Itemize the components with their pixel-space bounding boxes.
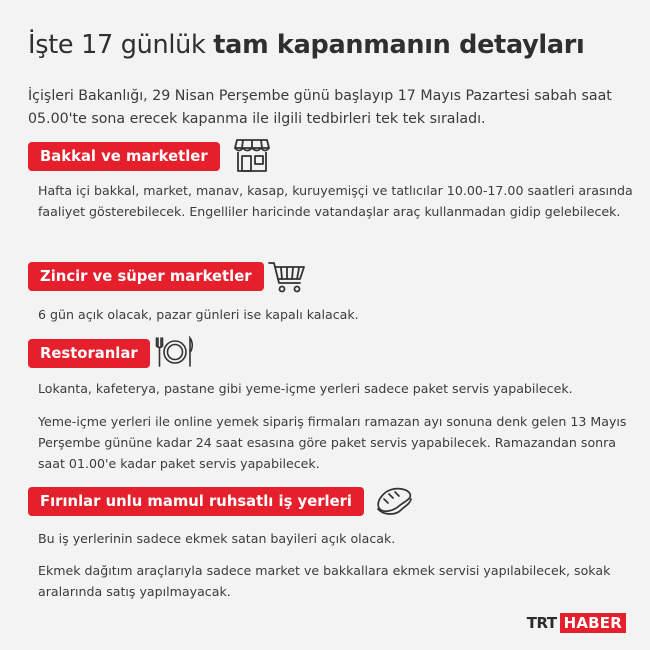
section-paragraph: Lokanta, kafeterya, pastane gibi yeme-içme yerleri sadece paket servis yapabilecek.: [38, 381, 573, 396]
title-light: İşte 17 günlük: [28, 30, 214, 60]
intro-text: İçişleri Bakanlığı, 29 Nisan Perşembe günü başlayıp 17 Mayıs Pazartesi sabah saat 05.00'te sona erecek kapanma ile ilgili tedbirleri tek tek sıraladı.: [28, 88, 612, 127]
section-paragraph: Yeme-içme yerleri ile online yemek sipariş firmaları ramazan ayı sonuna denk gelen 13 Mayıs Perşembe gününe kadar 24 saat esasına göre paket servis yapabilecek. Ramazandan sonra saat 01.00'e kadar paket servis yapabilecek.: [38, 414, 627, 471]
section-heading-zincir: Zincir ve süper marketler: [28, 262, 264, 291]
title-bold: tam kapanmanın detayları: [213, 30, 585, 60]
shopping-cart-icon: [268, 260, 306, 294]
logo-haber: HABER: [560, 613, 626, 633]
store-icon: [233, 138, 271, 174]
section-heading-restoranlar: Restoranlar: [28, 339, 150, 368]
logo-trt: TRT: [526, 614, 557, 632]
trt-haber-logo: [527, 613, 626, 633]
section-paragraph: 6 gün açık olacak, pazar günleri ise kapalı kalacak.: [38, 307, 359, 322]
section-heading-firinlar: Fırınlar unlu mamul ruhsatlı iş yerleri: [28, 487, 364, 516]
bread-icon: [375, 484, 413, 518]
section-paragraph: Hafta içi bakkal, market, manav, kasap, kuruyemişçi ve tatlıcılar 10.00-17.00 saatleri arasında faaliyet gösterebilecek. Engelliler haricinde vatandaşlar araç kullanmadan gidip gelebilecek.: [38, 183, 633, 219]
plate-cutlery-icon: [155, 336, 195, 368]
section-heading-bakkal: Bakkal ve marketler: [28, 142, 220, 171]
page-title: [28, 30, 584, 60]
section-paragraph: Ekmek dağıtım araçlarıyla sadece market ve bakkallara ekmek servisi yapılabilecek, sokak aralarında satış yapılmayacak.: [38, 563, 611, 599]
section-paragraph: Bu iş yerlerinin sadece ekmek satan bayileri açık olacak.: [38, 531, 396, 546]
